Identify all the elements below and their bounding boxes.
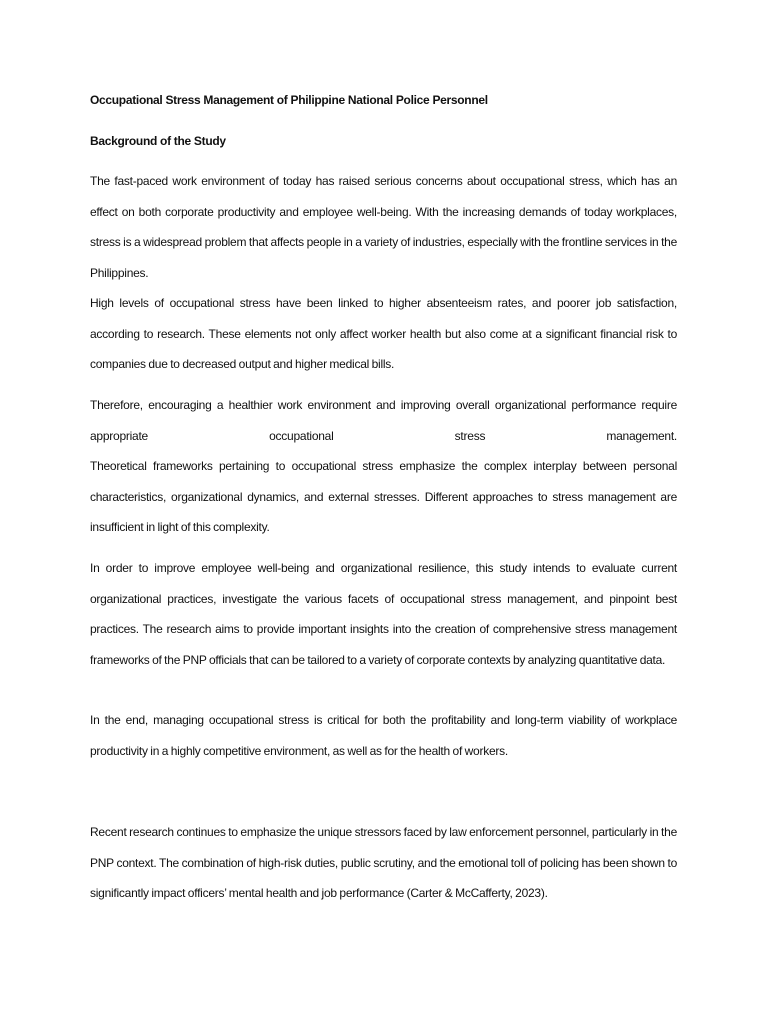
section-heading: Background of the Study — [90, 134, 226, 148]
paragraph-theoretical-frameworks: Theoretical frameworks pertaining to occupational stress emphasize the complex interplay between personal characteristics, organizational dynamics, and external stresses. Different approaches to stress management are insufficient in light of this complexity. — [90, 459, 677, 534]
paragraph-intro: The fast-paced work environment of today has raised serious concerns about occupational stress, which has an effect on both corporate productivity and employee well-being. With the increasing demands of today workplaces, stress is a widespread problem that affects people in a variety of industries, especially with the frontline services in the Philippines. — [90, 174, 677, 280]
document-title: Occupational Stress Management of Philippine National Police Personnel — [90, 93, 488, 107]
paragraph-study-aims: In order to improve employee well-being and organizational resilience, this study intends to evaluate current organizational practices, investigate the various facets of occupational stress management, and pinpoint best practices. The research aims to provide important insights into the creation of comprehensive stress management frameworks of the PNP officials that can be tailored to a variety of corporate contexts by analyzing quantitative data. — [90, 561, 677, 667]
paragraph-occupational-stress-effects: High levels of occupational stress have been linked to higher absenteeism rates, and poorer job satisfaction, according to research. These elements not only affect worker health but also come at a significant financial risk to companies due to decreased output and higher medical bills. — [90, 296, 677, 371]
paragraph-stress-management-need: Therefore, encouraging a healthier work environment and improving overall organizational performance require appropriate occupational stress management. — [90, 398, 677, 443]
paragraph-recent-research: Recent research continues to emphasize the unique stressors faced by law enforcement personnel, particularly in the PNP context. The combination of high-risk duties, public scrutiny, and the emotional toll of policing has been shown to significantly impact officers’ mental health and job performance (Carter & McCafferty, 2023). — [90, 825, 677, 900]
paragraph-conclusion: In the end, managing occupational stress is critical for both the profitability and long-term viability of workplace productivity in a highly competitive environment, as well as for the health of workers. — [90, 713, 677, 758]
